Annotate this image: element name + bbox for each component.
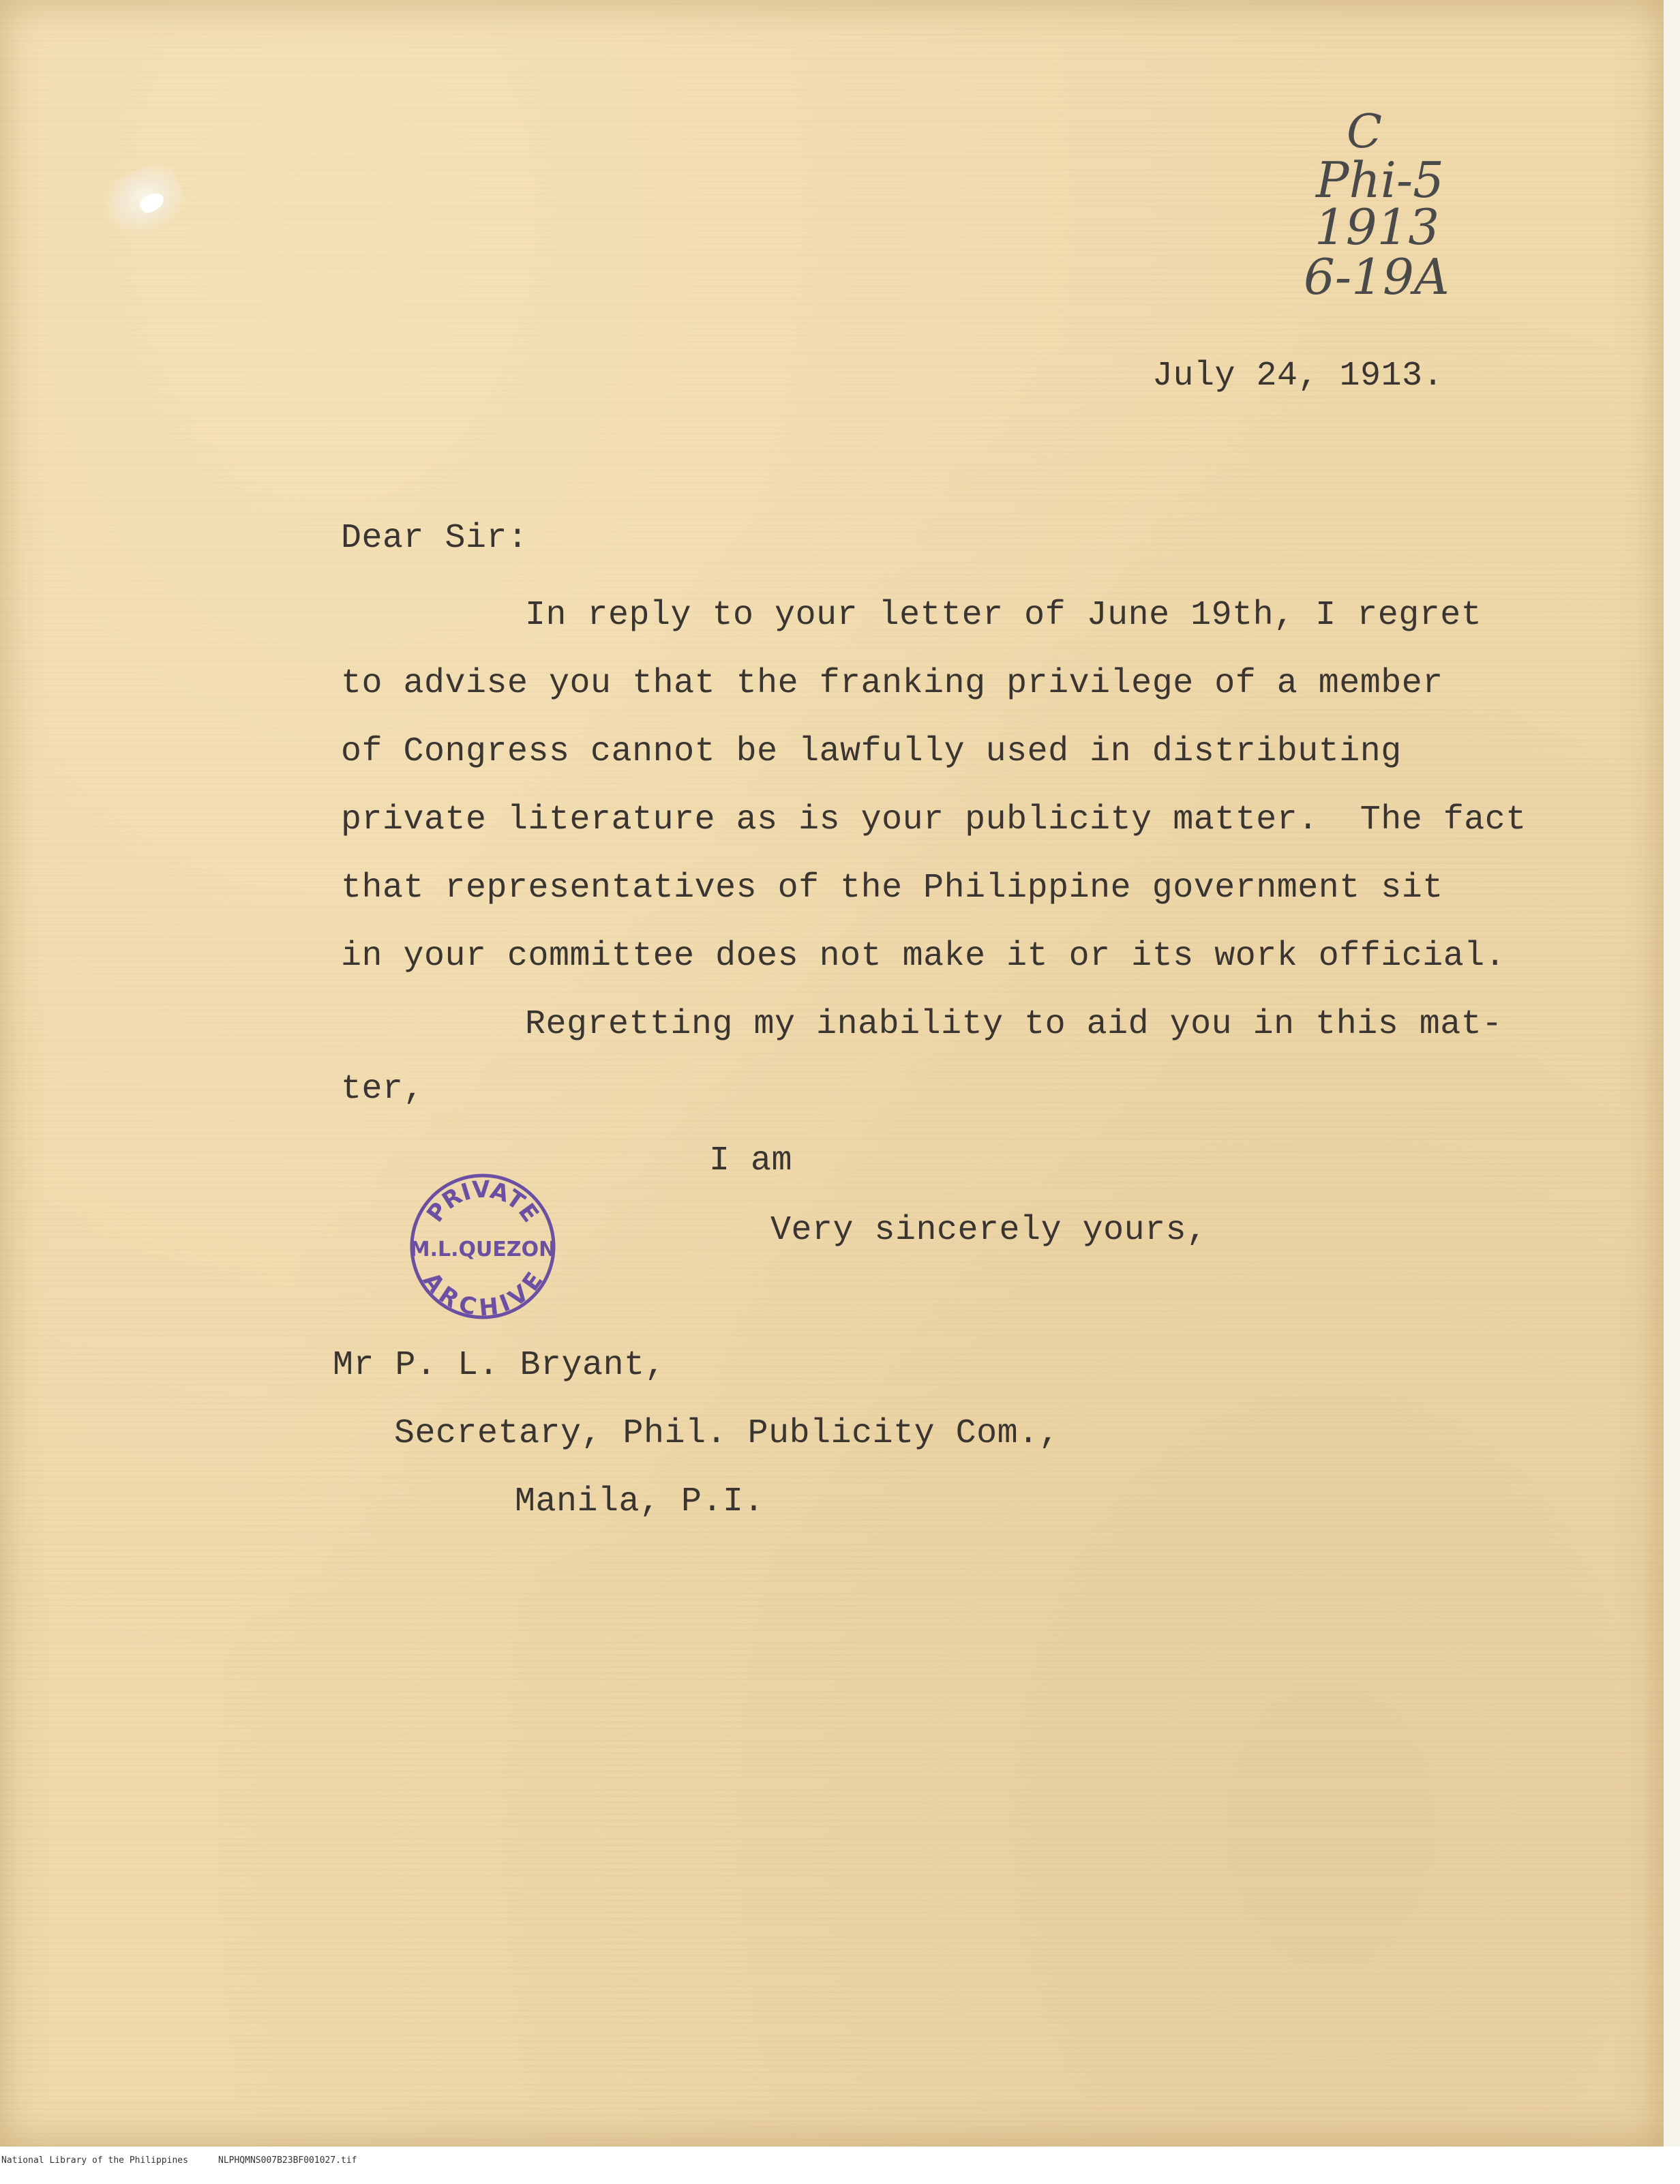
stamp-bottom-text: ARCHIVE <box>417 1267 549 1321</box>
body-line-1: In reply to your letter of June 19th, I regret <box>525 596 1482 635</box>
private-archive-stamp <box>408 1171 558 1321</box>
annotation-line-1: C <box>1347 105 1383 159</box>
annotation-line-2: Phi-5 <box>1316 151 1444 209</box>
page-edge <box>1664 0 1680 2146</box>
body-line-4: private literature as is your publicity matter. The fact <box>341 801 1527 839</box>
body-line-3: of Congress cannot be lawfully used in distributing <box>341 732 1402 771</box>
annotation-line-3: 1913 <box>1315 198 1440 256</box>
body-line-7: Regretting my inability to aid you in this mat- <box>525 1005 1503 1044</box>
body-line-6: in your committee does not make it or its work official. <box>341 937 1506 976</box>
body-line-8: ter, <box>341 1070 425 1109</box>
closing-i-am: I am <box>709 1141 793 1180</box>
footer-library: National Library of the Philippines <box>1 2155 188 2166</box>
addressee-name: Mr P. L. Bryant, <box>333 1346 666 1385</box>
scan-footer <box>0 2153 1680 2168</box>
annotation-line-4: 6-19A <box>1304 248 1450 305</box>
body-line-2: to advise you that the franking privilege of a member <box>341 664 1443 703</box>
footer-file-id: NLPHQMNS007B23BF001027.tif <box>218 2155 357 2166</box>
letter-date: July 24, 1913. <box>1152 357 1444 395</box>
addressee-title: Secretary, Phil. Publicity Com., <box>394 1414 1060 1453</box>
body-line-5: that representatives of the Philippine government sit <box>341 869 1443 908</box>
stamp-top-text: PRIVATE <box>421 1176 544 1228</box>
closing-sincerely: Very sincerely yours, <box>770 1211 1208 1250</box>
stamp-middle-text: M.L.QUEZON <box>409 1238 556 1261</box>
addressee-place: Manila, P.I. <box>515 1482 765 1521</box>
salutation: Dear Sir: <box>341 519 528 558</box>
